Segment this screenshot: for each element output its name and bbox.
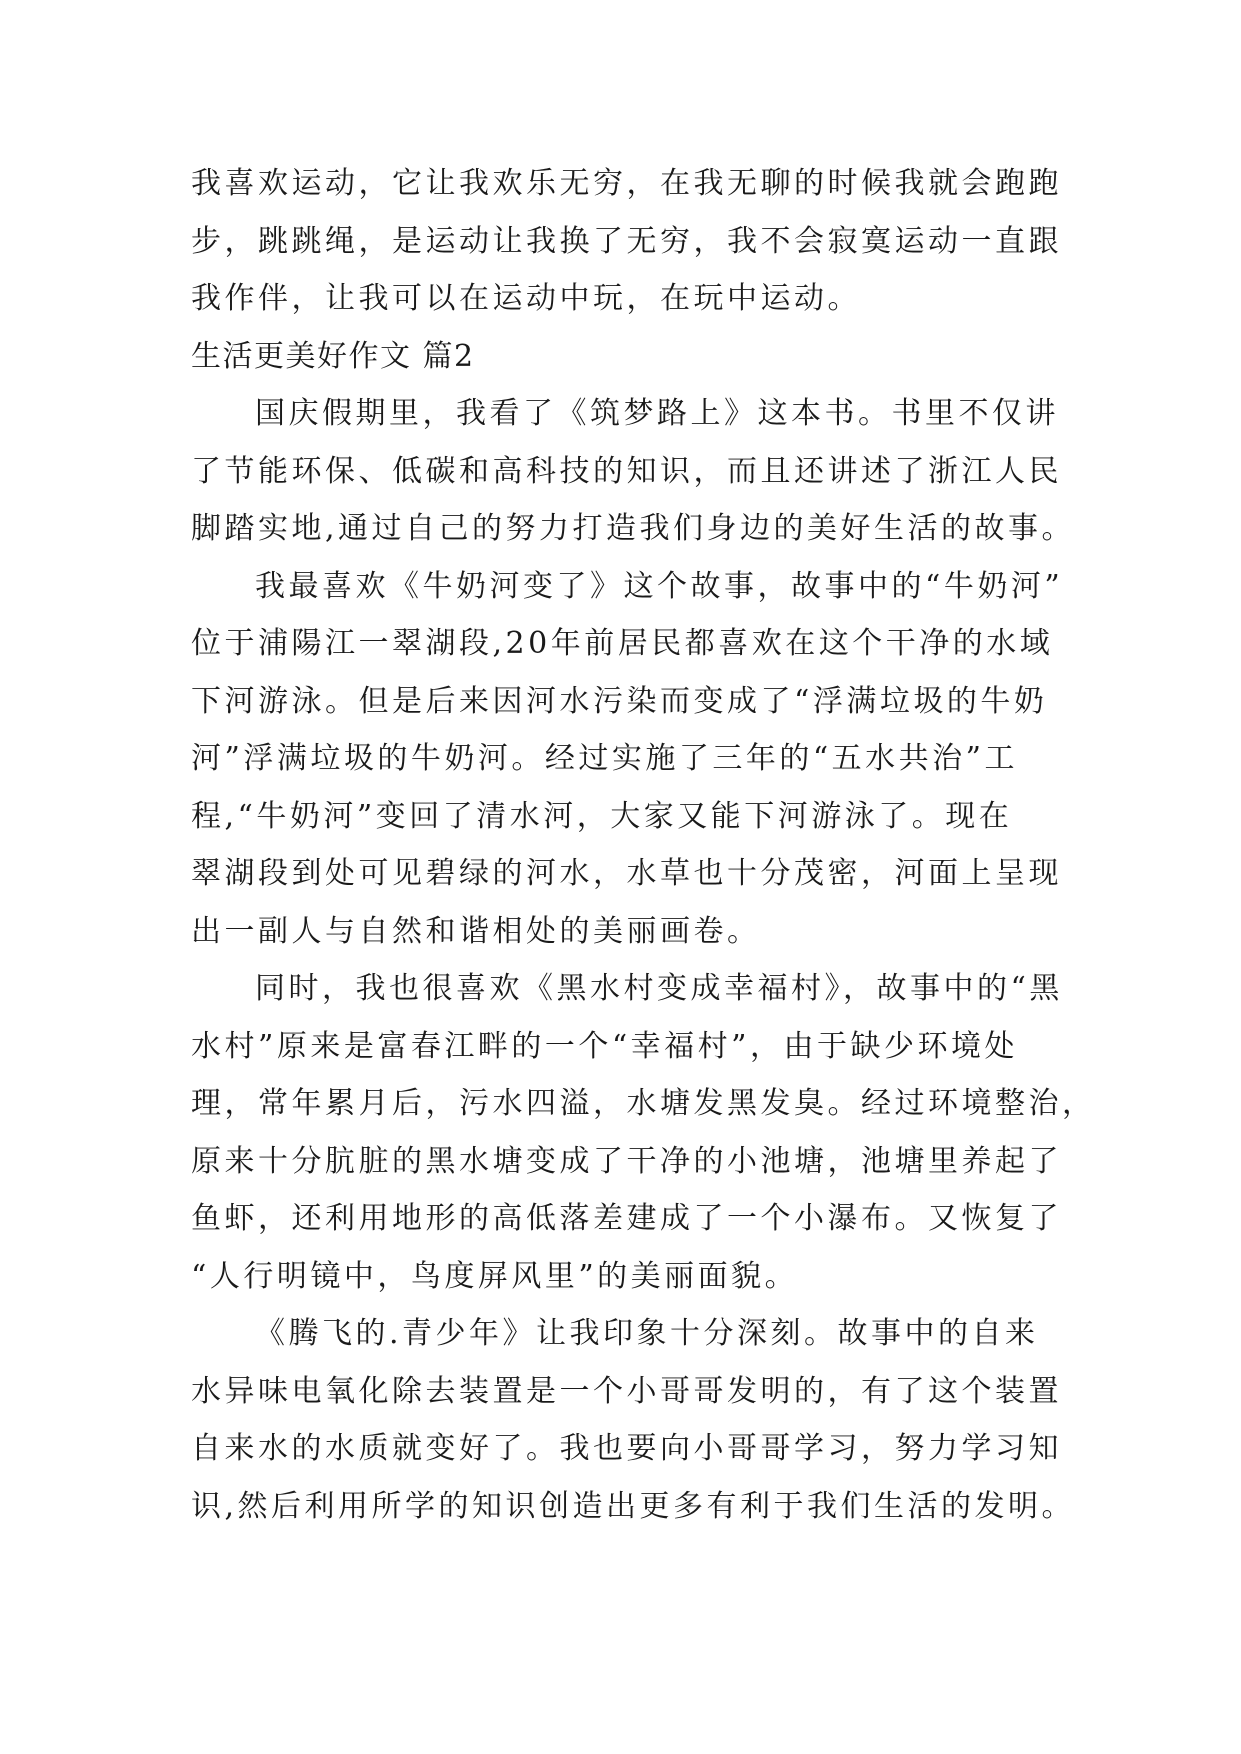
text-line: 《腾飞的.青少年》让我印象十分深刻。故事中的自来: [255, 1316, 1039, 1351]
text-line: 出一副人与自然和谐相处的美丽画卷。: [191, 913, 761, 949]
text-line: 同时，我也很喜欢《黑水村变成幸福村》，故事中的“黑: [255, 971, 1063, 1006]
text-line: 识,然后利用所学的知识创造出更多有利于我们生活的发明。: [191, 1488, 1076, 1524]
text-line: 水异味电氧化除去装置是一个小哥哥发明的，有了这个装置: [191, 1373, 1062, 1409]
text-line: 原来十分肮脏的黑水塘变成了干净的小池塘，池塘里养起了: [191, 1143, 1062, 1179]
text-line: 了节能环保、低碳和高科技的知识，而且还讲述了浙江人民: [191, 453, 1062, 489]
text-line: 河”浮满垃圾的牛奶河。经过实施了三年的“五水共治”工: [191, 741, 1019, 776]
text-line: 鱼虾，还利用地形的高低落差建成了一个小瀑布。又恢复了: [191, 1201, 1062, 1236]
paragraph-1: [191, 155, 1062, 328]
text-line: 我最喜欢《牛奶河变了》这个故事，故事中的“牛奶河”: [255, 568, 1064, 604]
text-line: 水村”原来是富春江畔的一个“幸福村”，由于缺少环境处: [191, 1028, 1019, 1064]
text-line: 自来水的水质就变好了。我也要向小哥哥学习，努力学习知: [191, 1431, 1062, 1466]
text-line: 我喜欢运动，它让我欢乐无穷，在我无聊的时候我就会跑跑: [191, 166, 1062, 201]
paragraph-4: [191, 960, 1096, 1305]
text-line: 理，常年累月后，污水四溢，水塘发黑发臭。经过环境整治，: [191, 1086, 1096, 1121]
text-line: 翠湖段到处可见碧绿的河水，水草也十分茂密，河面上呈现: [191, 856, 1062, 891]
text-line: “人行明镜中，鸟度屏风里”的美丽面貌。: [191, 1258, 799, 1294]
text-line: 位于浦陽江一翠湖段,20年前居民都喜欢在这个干净的水域: [191, 626, 1054, 661]
paragraph-3: [191, 558, 1064, 961]
paragraph-2: [191, 385, 1076, 558]
text-line: 步，跳跳绳，是运动让我换了无穷，我不会寂寞运动一直跟: [191, 223, 1062, 259]
document-body: [191, 155, 1096, 1535]
text-line: 我作伴，让我可以在运动中玩，在玩中运动。: [191, 281, 861, 316]
paragraph-5: [191, 1305, 1076, 1535]
text-line: 程,“牛奶河”变回了清水河，大家又能下河游泳了。现在: [191, 798, 1013, 834]
text-line: 下河游泳。但是后来因河水污染而变成了“浮满垃圾的牛奶: [191, 683, 1048, 719]
text-line: 脚踏实地,通过自己的努力打造我们身边的美好生活的故事。: [191, 511, 1076, 546]
section-heading: 生活更美好作文 篇2: [191, 338, 475, 374]
text-line: 国庆假期里，我看了《筑梦路上》这本书。书里不仅讲: [255, 396, 1059, 431]
